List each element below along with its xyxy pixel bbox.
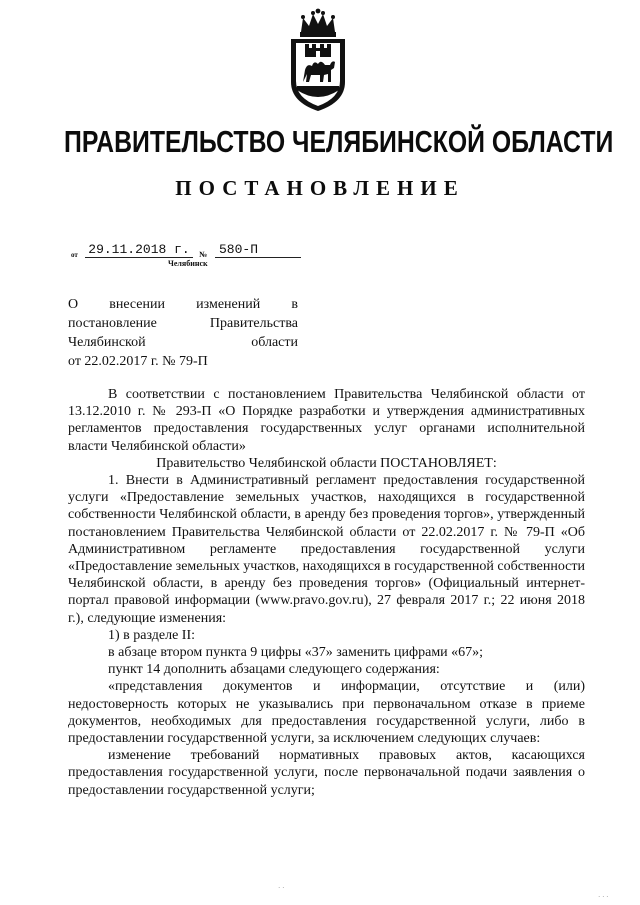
document-city: Челябинск	[168, 259, 208, 268]
body-paragraph: в абзаце втором пункта 9 цифры «37» заменить цифрами «67»;	[108, 645, 484, 661]
document-type-title: ПОСТАНОВЛЕНИЕ	[175, 176, 465, 200]
government-title: ПРАВИТЕЛЬСТВО ЧЕЛЯБИНСКОЙ ОБЛАСТИ	[64, 124, 614, 159]
date-from-label: от	[71, 251, 78, 259]
document-date: 29.11.2018 г.	[85, 242, 193, 258]
scan-artifact: · · ·	[598, 893, 609, 901]
document-meta	[71, 242, 301, 272]
body-paragraph: пункт 14 дополнить абзацами следующего содержания:	[108, 662, 440, 678]
document-body	[68, 386, 585, 799]
coat-of-arms-camel-icon	[287, 8, 349, 112]
scan-artifact: · ·	[278, 884, 285, 892]
body-paragraph: 1. Внести в Административный регламент предоставления государственной услуги «Предоставление земельных участков, находящихся в государственной собственности Челябинской области, в аренду без проведения торгов», утвержденный постановлением Правительства Челябинской области от 22.02.2017 г. № 79-П «Об Административном регламенте предоставления государственной услуги «Предоставление земельных участков, находящихся в государственной собственности Челябинской области, в аренду без проведения торгов» (Официальный интернет-портал правовой информации (www.pravo.gov.ru), 27 февраля 2017 г.; 22 июня 2018 г.), следующие изменения:	[68, 473, 585, 626]
body-paragraph: «представления документов и информации, отсутствие и (или) недостоверность которых не указывались при первоначальном отказе в приеме документов, необходимых для предоставления государственной услуги, либо в предоставлении государственной услуги, за исключением следующих случаев:	[68, 679, 585, 747]
number-label: №	[199, 250, 208, 259]
subject-line: от 22.02.2017 г. № 79-П	[68, 354, 208, 369]
subject-line: О внесении изменений в	[68, 297, 298, 312]
body-paragraph: В соответствии с постановлением Правительства Челябинской области от 13.12.2010 г. № 293-П «О Порядке разработки и утверждения административных регламентов предоставления государственных услуг органами исполнительной власти Челябинской области»	[68, 387, 585, 454]
subject-line: постановление Правительства	[68, 316, 298, 331]
body-paragraph: 1) в разделе II:	[108, 627, 196, 643]
document-subject	[68, 295, 298, 371]
document-number: 580-П	[215, 242, 301, 258]
resolution-phrase: Правительство Челябинской области ПОСТАНОВЛЯЕТ:	[156, 455, 497, 471]
body-paragraph: изменение требований нормативных правовых актов, касающихся предоставления государственной услуги, после первоначальной подачи заявления о предоставлении государственной услуги;	[68, 748, 585, 798]
subject-line: Челябинской области	[68, 335, 298, 350]
